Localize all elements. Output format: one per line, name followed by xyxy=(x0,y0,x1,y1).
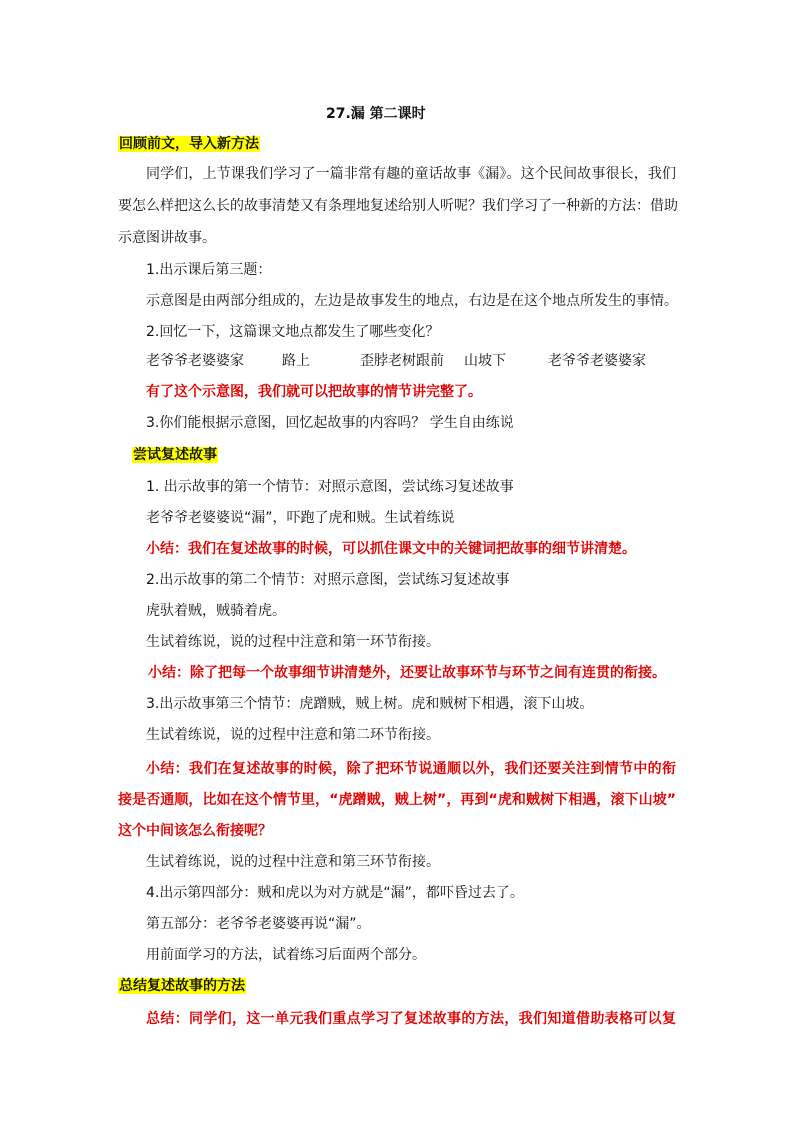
recall-question: 2.回忆一下，这篇课文地点都发生了哪些变化？ xyxy=(146,324,440,340)
section-heading-review xyxy=(118,134,260,154)
page-title: 27.漏 第二课时 xyxy=(326,106,426,122)
method-practice: 用前面学习的方法，试着练习后面两个部分。 xyxy=(146,947,426,963)
show-exercise-three: 1.出示课后第三题： xyxy=(146,262,272,278)
place-1: 老爷爷老婆婆家 xyxy=(146,353,244,369)
section-heading-summary xyxy=(118,976,246,996)
plot-two-practice: 生试着练说，说的过程中注意和第一环节衔接。 xyxy=(146,634,440,650)
plot-three-after: 生试着练说，说的过程中注意和第三环节衔接。 xyxy=(146,854,440,870)
recall-content-question: 3.你们能根据示意图，回忆起故事的内容吗？ 学生自由练说 xyxy=(146,415,514,431)
part-four: 4.出示第四部分：贼和虎以为对方就是“漏”，都吓昏过去了。 xyxy=(146,885,524,901)
summary-one: 小结：我们在复述故事的时候，可以抓住课文中的关键词把故事的细节讲清楚。 xyxy=(146,541,636,557)
place-5: 老爷爷老婆婆家 xyxy=(548,353,646,369)
plot-three-practice: 生试着练说，说的过程中注意和第二环节衔接。 xyxy=(146,727,440,743)
part-five: 第五部分：老爷爷老婆婆再说“漏”。 xyxy=(146,916,371,932)
intro-line-2: 要怎么样把这么长的故事清楚又有条理地复述给别人听呢？我们学习了一种新的方法：借助 xyxy=(118,198,678,214)
section-heading-review-text: 回顾前文，导入新方法 xyxy=(119,136,259,152)
plot-two-instruction: 2.出示故事的第二个情节：对照示意图，尝试练习复述故事 xyxy=(146,572,510,588)
plot-one-text: 老爷爷老婆婆说“漏”，吓跑了虎和贼。生试着练说 xyxy=(146,510,455,526)
section-heading-retell-text: 尝试复述故事 xyxy=(133,447,217,463)
place-3: 歪脖老树跟前 xyxy=(360,353,444,369)
diagram-explanation: 示意图是由两部分组成的，左边是故事发生的地点，右边是在这个地点所发生的事情。 xyxy=(146,293,678,309)
summary-three-line-3: 这个中间该怎么衔接呢？ xyxy=(118,823,272,839)
plot-one-instruction: 1. 出示故事的第一个情节：对照示意图，尝试练习复述故事 xyxy=(146,479,514,495)
intro-line-3: 示意图讲故事。 xyxy=(118,230,216,246)
summary-three-line-2: 接是否通顺，比如在这个情节里，“虎蹭贼，贼上树”，再到“虎和贼树下相遇，滚下山坡” xyxy=(118,792,676,808)
section-heading-retell xyxy=(132,445,218,465)
section-heading-summary-text: 总结复述故事的方法 xyxy=(119,978,245,994)
place-4: 山坡下 xyxy=(464,353,506,369)
intro-line-1: 同学们，上节课我们学习了一篇非常有趣的童话故事《漏》。这个民间故事很长，我们 xyxy=(146,166,676,182)
place-2: 路上 xyxy=(282,353,310,369)
final-summary: 总结：同学们，这一单元我们重点学习了复述故事的方法，我们知道借助表格可以复 xyxy=(146,1011,676,1027)
plot-two-text: 虎驮着贼，贼骑着虎。 xyxy=(146,603,286,619)
plot-three-instruction: 3.出示故事第三个情节：虎蹭贼，贼上树。虎和贼树下相遇，滚下山坡。 xyxy=(146,696,594,712)
places-row xyxy=(146,351,676,371)
diagram-conclusion: 有了这个示意图，我们就可以把故事的情节讲完整了。 xyxy=(146,384,482,400)
summary-two: 小结：除了把每一个故事细节讲清楚外，还要让故事环节与环节之间有连贯的衔接。 xyxy=(148,665,666,681)
summary-three-line-1: 小结：我们在复述故事的时候，除了把环节说通顺以外，我们还要关注到情节中的衔 xyxy=(146,761,676,777)
